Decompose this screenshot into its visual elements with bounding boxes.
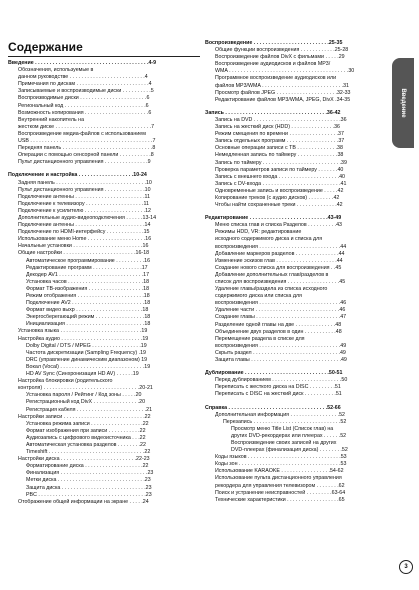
toc-section [8, 172, 196, 505]
toc-section [205, 370, 393, 398]
toc-entry: Режим отображения . . . . . . . . . . . . . . . . . . . . . . .18 [26, 293, 150, 299]
toc-entry: Одновременные запись и воспроизведение . . . . .42 [215, 187, 344, 194]
toc-entry: DRC (управление динамическим диапазоном) 19 [26, 356, 148, 363]
toc-entry: Создание главы . . . . . . . . . . . . . . . . . . . . . . . . . . . . .47 [215, 314, 347, 321]
section-side-tab [392, 58, 414, 148]
toc-entry: Технические характеристики . . . . . . . . . . . . . . . . . .65 [215, 496, 345, 503]
toc-entry: Внутренний накопитель на [18, 116, 85, 123]
toc-entry: Воспроизведение файлов DivX с фильмами . . . . .29 [215, 54, 345, 61]
toc-entry: Региональный код . . . . . . . . . . . . . . . . . . . . . . . . . . . .6 [18, 102, 149, 109]
toc-entry: Перезапись . . . . . . . . . . . . . . . . . . . . . . . . . . . . . .52 [223, 418, 347, 425]
toc-entry: Формат ТВ-изображения . . . . . . . . . . . . . . . . . . .18 [26, 285, 150, 292]
toc-entry: Подключение антенны . . . . . . . . . . . . . . . . . . . . . . . .14 [18, 222, 151, 229]
toc-entry: Задняя панель . . . . . . . . . . . . . . . . . . . . . . . . . . . . . . .10 [18, 179, 152, 186]
toc-entry: Воспроизводимые диски . . . . . . . . . . . . . . . . . . . . . . .6 [18, 95, 150, 102]
toc-entry: Меню списка глав и списка Разделов . . . . . . . . . .43 [215, 222, 342, 229]
toc-section [205, 215, 393, 364]
toc-entry: Режим смещения по времени . . . . . . . . . . . . . . . . .37 [215, 131, 344, 138]
toc-entry: Форматирование диска . . . . . . . . . . . . . . . . . . . .22 [26, 463, 149, 470]
toc-entry: Переписать с жесткого диска на DISC . . . . . . . . .51 [215, 384, 341, 391]
toc-section [205, 110, 393, 209]
toc-entry: Программное воспроизведение аудиодисков или [215, 75, 337, 82]
toc-entry: Воспроизведение аудиодисков и файлов MP3/ [215, 61, 331, 68]
toc-entry: Энергосберегающий режим . . . . . . . . . . . . . . . . .18 [26, 314, 151, 321]
toc-entry: Чтобы найти сохраненные треки . . . . . . . . . . . . . .42 [215, 202, 343, 209]
page-number: 3 [399, 560, 413, 574]
toc-entry: PBC . . . . . . . . . . . . . . . . . . . . . . . . . . . . . . . . . . . . .23 [26, 491, 152, 498]
toc-entry: рекордера для управления телевизором . . . . . . . .62 [215, 482, 345, 489]
toc-entry: Запись с внешнего входа . . . . . . . . . . . . . . . . . . . . .40 [215, 173, 345, 180]
toc-left-column [8, 60, 196, 512]
toc-entry: Объединение двух разделов в один . . . . . . . . . . .48 [215, 328, 342, 335]
toc-entry: Создание нового списка для воспроизведения . .45 [215, 264, 342, 271]
toc-entry: Коды языков . . . . . . . . . . . . . . . . . . . . . . . . . . . . . . . .53 [215, 454, 347, 461]
toc-entry: Регистрационный код DivX . . . . . . . . . . . . . . . .20 [26, 399, 146, 406]
toc-entry: Запись на жесткий диск (HDD) . . . . . . . . . . . . . . .36 [215, 124, 340, 131]
toc-entry: Дополнительная информация . . . . . . . . . . . . . . . . .52 [215, 411, 345, 418]
toc-section-heading: Справка . . . . . . . . . . . . . . . . . . . . . . . . . . . . . . . . . .52-66 [205, 404, 341, 411]
toc-section [205, 40, 393, 104]
toc-entry: Автоматическая установка разделов . . . . . . . .22 [26, 441, 146, 448]
toc-entry: Подключение к усилителю . . . . . . . . . . . . . . . . . . . . .12 [18, 207, 151, 214]
toc-entry: Использование меню Home . . . . . . . . . . . . . . . . . . . .16 [18, 236, 152, 243]
toc-entry: Установка языка . . . . . . . . . . . . . . . . . . . . . . . . . . . .19 [18, 328, 148, 335]
toc-section-heading: Воспроизведение . . . . . . . . . . . . . . . . . . . . . . . . . .25-35 [205, 40, 343, 46]
toc-entry: Метки диска . . . . . . . . . . . . . . . . . . . . . . . . . . . . . .23 [26, 477, 151, 484]
toc-entry: Запись на DVD . . . . . . . . . . . . . . . . . . . . . . . . . . . . . .36 [215, 116, 347, 123]
toc-entry: жестком диске . . . . . . . . . . . . . . . . . . . . . . . . . . . . . . . . .7 [18, 123, 155, 130]
toc-entry: воспроизведения . . . . . . . . . . . . . . . . . . . . . . . . . . . .44 [215, 243, 347, 250]
toc-entry: контроля) . . . . . . . . . . . . . . . . . . . . . . . . . . . . . . . . .20-21 [18, 385, 153, 392]
toc-entry: Просмотр файлов JPEG . . . . . . . . . . . . . . . . . . . . .32-33 [215, 89, 351, 96]
toc-entry: Подключение AV2 . . . . . . . . . . . . . . . . . . . . . . . . .18 [26, 300, 151, 307]
toc-section [205, 405, 393, 504]
toc-entry: Timeshift . . . . . . . . . . . . . . . . . . . . . . . . . . . . . . . . .22 [26, 449, 151, 456]
toc-section-heading: Подключение и настройка . . . . . . . . . . . . . . . . . . .10-24 [8, 172, 147, 179]
toc-entry: Запись по таймеру . . . . . . . . . . . . . . . . . . . . . . . . . . .39 [215, 159, 347, 166]
toc-entry: других DVD-рекордерах или плеерах . . . . . .52 [231, 432, 347, 439]
toc-entry: Настройка аудио . . . . . . . . . . . . . . . . . . . . . . . . . . . .19 [18, 335, 149, 342]
toc-entry: Добавление дополнительных глав/разделов в [215, 271, 329, 278]
toc-entry: файлов MP3/WMA . . . . . . . . . . . . . . . . . . . . . . . . . . . .31 [215, 82, 349, 89]
toc-section [8, 60, 196, 166]
toc-entry: Перед дублированием . . . . . . . . . . . . . . . . . . . . . . . .50 [215, 377, 348, 384]
toc-entry: Подключение по HDMI-интерфейсу . . . . . . . . . . . . .15 [18, 229, 150, 236]
toc-entry: USB . . . . . . . . . . . . . . . . . . . . . . . . . . . . . . . . . . . . . . . . . .7 [18, 138, 156, 145]
toc-section-heading: Редактирование . . . . . . . . . . . . . . . . . . . . . . . . . . .43-49 [205, 215, 342, 222]
toc-entry: Подключение антенны . . . . . . . . . . . . . . . . . . . . . . . .11 [18, 193, 151, 200]
toc-entry: Воспроизведение своих записей на других [231, 439, 337, 446]
toc-section-heading: Запись . . . . . . . . . . . . . . . . . . . . . . . . . . . . . . . . . . .36-42 [205, 109, 341, 116]
toc-entry: Финализация . . . . . . . . . . . . . . . . . . . . . . . . . . . . . .23 [26, 470, 154, 477]
toc-entry: Установка часов . . . . . . . . . . . . . . . . . . . . . . . . . .18 [26, 278, 150, 285]
toc-entry: Перемещение раздела в списке для [215, 335, 305, 342]
toc-entry: Добавление маркеров разделов . . . . . . . . . . . . . . .44 [215, 250, 345, 257]
toc-entry: Изменение эскизов глав . . . . . . . . . . . . . . . . . . . . .44 [215, 257, 343, 264]
toc-entry: Использование пульта дистанционного управления [215, 475, 342, 482]
toc-entry: Редактирование файлов MP3/WMA, JPEG, DivX .34-35 [215, 96, 351, 103]
toc-entry: Пульт дистанционного управления . . . . . . . . . . . . . . .9 [18, 159, 151, 166]
toc-entry: Поиск и устранение неисправностей . . . . . . . . .63-64 [215, 489, 346, 496]
toc-entry: Просмотр меню Title List (Список глав) на [231, 425, 334, 432]
toc-entry: Удаление главы/раздела из списка исходного [215, 286, 328, 293]
toc-section-heading: Введение . . . . . . . . . . . . . . . . . . . . . . . . . . . . . . . . . . . . . . .4-9 [8, 60, 157, 66]
toc-entry: Аудиозапись с цифрового видеоисточника . . .22 [26, 434, 146, 441]
toc-entry: Обозначения, используемые в [18, 67, 94, 74]
toc-entry: Защита главы . . . . . . . . . . . . . . . . . . . . . . . . . . . . . . .49 [215, 357, 347, 364]
toc-entry: данном руководстве . . . . . . . . . . . . . . . . . . . . . . . . . .4 [18, 74, 148, 81]
toc-entry: Начальные установки . . . . . . . . . . . . . . . . . . . . . . . .16 [18, 243, 149, 250]
toc-entry: Пульт дистанционного управления . . . . . . . . . . . . . .10 [18, 186, 151, 193]
side-tab-label: Введение [400, 88, 406, 118]
toc-entry: Автоматическое программирование . . . . . . . . . .16 [26, 257, 151, 264]
toc-entry: Переписать с DISC на жесткий диск . . . . . . . . . . .51 [215, 391, 342, 398]
toc-entry: Передняя панель . . . . . . . . . . . . . . . . . . . . . . . . . . . . . . .8 [18, 145, 156, 152]
toc-entry: Регистрация кабеля . . . . . . . . . . . . . . . . . . . . . . . .21 [26, 406, 153, 413]
toc-section-heading: Дублирование . . . . . . . . . . . . . . . . . . . . . . . . . . . . .50-51 [205, 370, 343, 377]
title-underline [8, 56, 200, 57]
toc-entry: Инициализация . . . . . . . . . . . . . . . . . . . . . . . . . . .18 [26, 321, 151, 328]
toc-entry: Дополнительные аудио-видеоподключения . . . . . .13-14 [18, 214, 157, 221]
toc-entry: Возможность копирования . . . . . . . . . . . . . . . . . . . . . .6 [18, 109, 152, 116]
toc-entry: Настройки записи . . . . . . . . . . . . . . . . . . . . . . . . . . . .22 [18, 413, 151, 420]
toc-entry: Удаление части . . . . . . . . . . . . . . . . . . . . . . . . . . . . .46 [215, 307, 346, 314]
toc-entry: Записываемые и воспроизводимые диски . . . . . . . . . .5 [18, 88, 154, 95]
toc-entry: список для воспроизведения . . . . . . . . . . . . . . . . . .45 [215, 279, 346, 285]
toc-entry: Общие настройки . . . . . . . . . . . . . . . . . . . . . . . . .16-18 [18, 250, 150, 257]
toc-entry: Немедленная запись по таймеру . . . . . . . . . . . . . .38 [215, 152, 344, 159]
toc-entry: Копирование треков (с аудио дисков) . . . . . . . . .42 [215, 194, 340, 201]
toc-entry: DVD-плеерах (финализация диска) . . . . . . . .52 [231, 447, 348, 454]
toc-entry: Примечания по дискам . . . . . . . . . . . . . . . . . . . . . . . . .4 [18, 81, 152, 88]
toc-entry: Проверка параметров записи по таймеру . . . . . . .40 [215, 166, 344, 173]
page-title: Содержание [8, 40, 83, 54]
toc-entry: воспроизведения . . . . . . . . . . . . . . . . . . . . . . . . . . . .46 [215, 300, 347, 307]
toc-entry: Режимы HDD, VR: редактирование [215, 229, 302, 236]
toc-entry: Запись с DV-входа . . . . . . . . . . . . . . . . . . . . . . . . . . .41 [215, 180, 347, 187]
toc-entry: исходного содержимого диска и списка для [215, 236, 323, 243]
toc-right-column [205, 40, 393, 510]
toc-entry: Использование KARAOKE . . . . . . . . . . . . . . . . .54-62 [215, 468, 344, 475]
toc-entry: Запись отдельных программ . . . . . . . . . . . . . . . . . .37 [215, 138, 345, 145]
toc-entry: Декодер AV1 . . . . . . . . . . . . . . . . . . . . . . . . . . . . .17 [26, 271, 150, 278]
toc-entry: Подключение к телевизору . . . . . . . . . . . . . . . . . . . .11 [18, 200, 150, 207]
toc-entry: Коды зон . . . . . . . . . . . . . . . . . . . . . . . . . . . . . . . . . . .53 [215, 461, 347, 468]
toc-entry: WMA . . . . . . . . . . . . . . . . . . . . . . . . . . . . . . . . . . . . . . . . .30 [215, 68, 355, 75]
toc-entry: Редактирование программ . . . . . . . . . . . . . . . . .17 [26, 264, 148, 271]
toc-entry: Настройка блокировки (родительского [18, 378, 113, 385]
toc-entry: Частота дискретизации (Sampling Frequency) .19 [26, 349, 146, 356]
toc-entry: Формат видео выхр . . . . . . . . . . . . . . . . . . . . . . .18 [26, 307, 149, 314]
toc-entry: Разделение одной главы на две . . . . . . . . . . . . . .48 [215, 321, 342, 328]
toc-entry: Общие функции воспроизведения . . . . . . . . . . . .25-28 [215, 47, 349, 54]
toc-entry: HD AV Sync (Синхронизация HD AV) . . . . . .19 [26, 371, 139, 378]
toc-entry: Формат изображения при записи . . . . . . . . . . .22 [26, 427, 146, 434]
toc-entry: Воспроизведение медиа-файлов с использованием [18, 130, 146, 137]
toc-entry: Dolby Digital / DTS / MPEG . . . . . . . . . . . . . . . . .19 [26, 342, 147, 349]
toc-entry: Операции с помощью сенсорной панели . . . . . . . . . . .8 [18, 152, 154, 159]
toc-entry: Установка пароля / Рейтинг / Код зоны . . . . .20 [26, 392, 142, 399]
toc-entry: воспроизведения . . . . . . . . . . . . . . . . . . . . . . . . . . . .49 [215, 342, 347, 349]
toc-entry: Защита диска . . . . . . . . . . . . . . . . . . . . . . . . . . . . .23 [26, 484, 152, 491]
toc-entry: Настройки диска . . . . . . . . . . . . . . . . . . . . . . . . . .22-23 [18, 456, 150, 463]
toc-entry: Установка режима записи . . . . . . . . . . . . . . . . . .22 [26, 420, 149, 427]
toc-entry: Вокал (Vocal) . . . . . . . . . . . . . . . . . . . . . . . . . . . . .19 [26, 363, 151, 370]
toc-entry: Основные операции записи с ТВ . . . . . . . . . . . . . .38 [215, 145, 343, 152]
toc-entry: Скрыть раздел . . . . . . . . . . . . . . . . . . . . . . . . . . . . . .49 [215, 349, 346, 356]
toc-entry: содержимого диска или списка для [215, 293, 302, 300]
toc-entry: Отображение общей информации на экране . . . . .24 [18, 498, 149, 505]
